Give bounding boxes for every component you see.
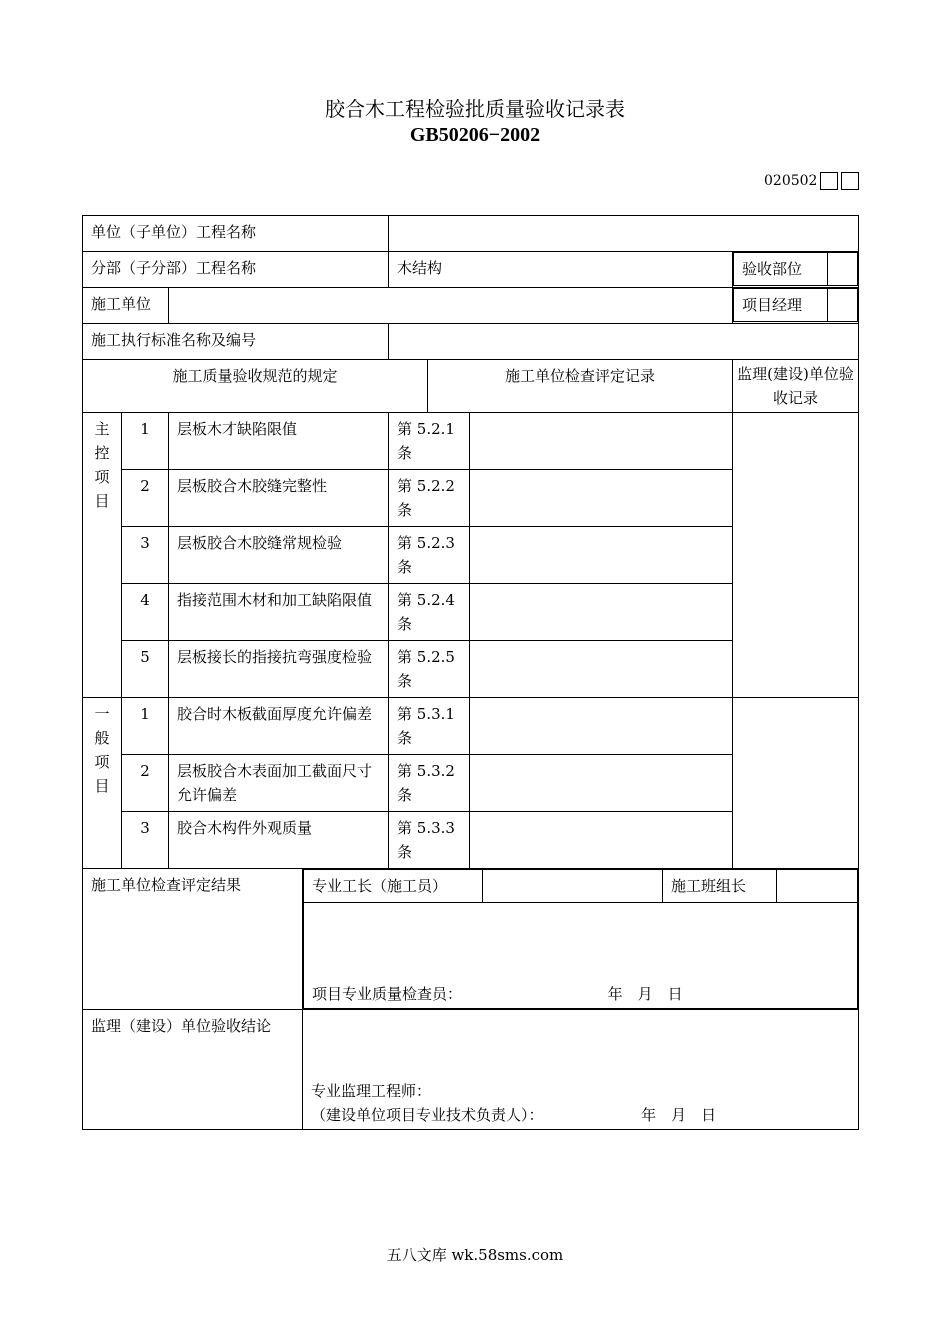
item-clause: 第 5.2.2 条 (389, 470, 470, 527)
foreman-label: 专业工长（施工员） (304, 870, 483, 903)
item-name: 胶合时木板截面厚度允许偏差 (169, 698, 389, 755)
main-supervision-record[interactable] (733, 413, 859, 698)
item-name: 层板胶合木表面加工截面尺寸允许偏差 (169, 755, 389, 812)
code-box-1 (820, 172, 838, 190)
item-number: 3 (122, 812, 169, 869)
item-number: 1 (122, 413, 169, 470)
subunit-name-label: 分部（子分部）工程名称 (83, 252, 389, 288)
item-check-record[interactable] (470, 641, 733, 698)
builder-label: 施工单位 (83, 288, 169, 324)
general-supervision-record[interactable] (733, 698, 859, 869)
result-label: 施工单位检查评定结果 (83, 869, 303, 1010)
team-leader-label: 施工班组长 (663, 870, 777, 903)
builder-value[interactable] (169, 288, 733, 324)
accept-part-label: 验收部位 (734, 253, 828, 286)
inspection-table (82, 215, 859, 1130)
item-name: 层板木才缺陷限值 (169, 413, 389, 470)
col-header-check: 施工单位检查评定记录 (428, 360, 733, 413)
item-number: 2 (122, 470, 169, 527)
col-header-spec: 施工质量验收规范的规定 (83, 360, 428, 413)
form-code (764, 171, 859, 191)
item-number: 3 (122, 527, 169, 584)
col-header-supervision: 监理(建设)单位验收记录 (733, 360, 859, 413)
unit-name-value[interactable] (389, 216, 859, 252)
unit-name-label-cell: 单位（子单位）工程名称 (83, 216, 389, 252)
main-items-group-label: 主 控 项 目 (83, 413, 122, 698)
item-check-record[interactable] (470, 527, 733, 584)
standard-name-label: 施工执行标准名称及编号 (83, 324, 389, 360)
item-clause: 第 5.2.1 条 (389, 413, 470, 470)
item-number: 4 (122, 584, 169, 641)
item-clause: 第 5.2.4 条 (389, 584, 470, 641)
item-check-record[interactable] (470, 755, 733, 812)
item-clause: 第 5.2.5 条 (389, 641, 470, 698)
supervision-date: 年 月 日 (641, 1106, 717, 1124)
code-box-2 (841, 172, 859, 190)
inspector-line (304, 903, 858, 1009)
item-name: 层板胶合木胶缝完整性 (169, 470, 389, 527)
result-content (303, 869, 859, 1010)
item-number: 1 (122, 698, 169, 755)
subunit-name-value[interactable]: 木结构 (389, 252, 733, 288)
item-number: 2 (122, 755, 169, 812)
result-date: 年 月 日 (607, 985, 683, 1003)
item-clause: 第 5.3.3 条 (389, 812, 470, 869)
team-leader-value[interactable] (777, 870, 858, 903)
item-clause: 第 5.3.1 条 (389, 698, 470, 755)
item-name: 胶合木构件外观质量 (169, 812, 389, 869)
item-clause: 第 5.2.3 条 (389, 527, 470, 584)
supervision-conclusion-label: 监理（建设）单位验收结论 (83, 1010, 303, 1130)
item-name: 指接范围木材和加工缺陷限值 (169, 584, 389, 641)
item-name: 层板胶合木胶缝常规检验 (169, 527, 389, 584)
item-number: 5 (122, 641, 169, 698)
item-check-record[interactable] (470, 470, 733, 527)
inspector-label: 项目专业质量检查员： (312, 985, 463, 1003)
pm-label: 项目经理 (734, 289, 828, 322)
item-check-record[interactable] (470, 812, 733, 869)
standard-code: GB50206−2002 (409, 124, 541, 146)
foreman-value[interactable] (483, 870, 663, 903)
item-clause: 第 5.3.2 条 (389, 755, 470, 812)
accept-part-cell (733, 252, 859, 288)
item-check-record[interactable] (470, 584, 733, 641)
owner-representative-label: （建设单位项目专业技术负责人）： (311, 1106, 544, 1124)
item-check-record[interactable] (470, 698, 733, 755)
form-code-number: 020502 (764, 173, 818, 189)
pm-cell (733, 288, 859, 324)
footer-watermark: 五八文库 wk.58sms.com (386, 1246, 564, 1264)
supervising-engineer-label: 专业监理工程师： (311, 1082, 432, 1100)
pm-value[interactable] (828, 289, 858, 322)
standard-name-value[interactable] (389, 324, 859, 360)
general-items-group-label: 一 般 项 目 (83, 698, 122, 869)
accept-part-value[interactable] (828, 253, 858, 286)
supervision-conclusion-content (303, 1010, 859, 1130)
item-check-record[interactable] (470, 413, 733, 470)
document-title: 胶合木工程检验批质量验收记录表 (325, 97, 625, 121)
item-name: 层板接长的指接抗弯强度检验 (169, 641, 389, 698)
